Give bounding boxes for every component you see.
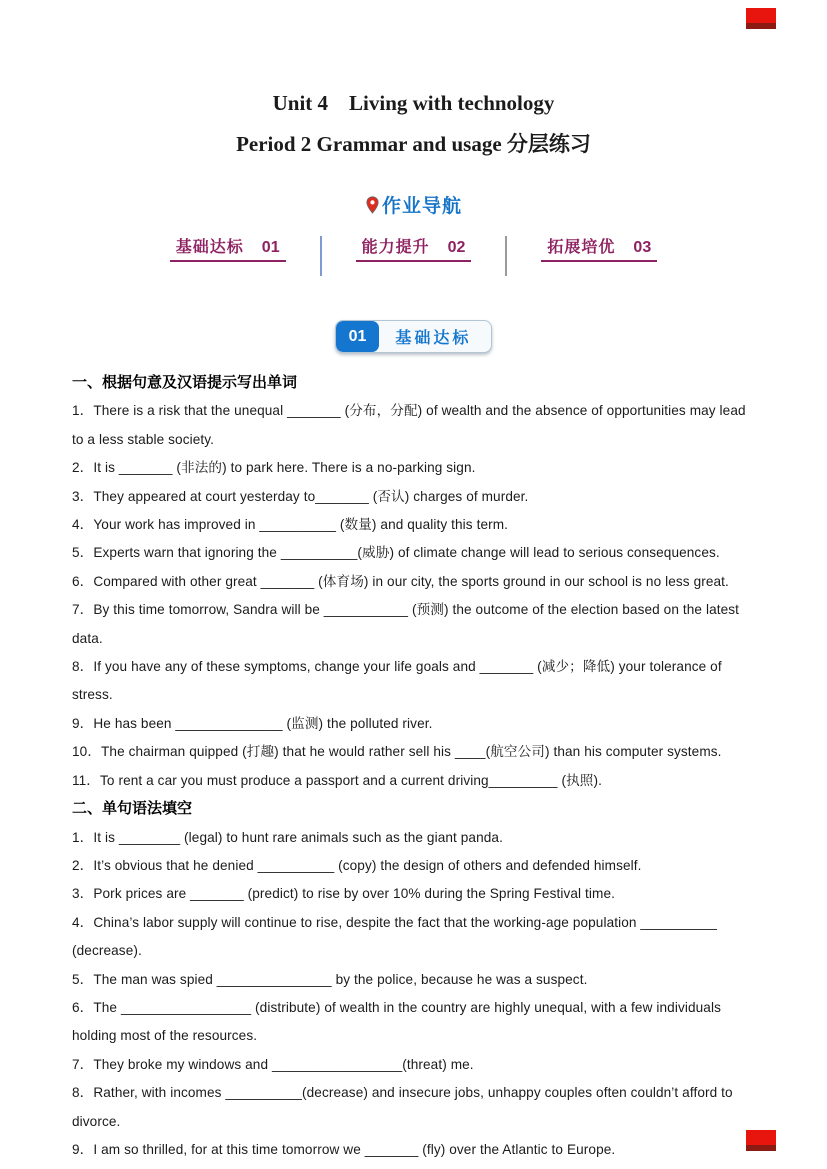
exercise-item: 11．To rent a car you must produce a passport and a current driving_________ (执照).	[72, 772, 602, 788]
red-corner-marker-top	[746, 8, 776, 29]
exercise-item: 4．Your work has improved in __________ (数量) and quality this term.	[72, 517, 509, 533]
nav-divider	[320, 236, 322, 276]
nav-link-advanced[interactable]: 拓展培优 03	[541, 234, 657, 262]
exercise-item: 1．It is ________ (legal) to hunt rare animals such as the giant panda.	[72, 829, 503, 845]
nav-divider	[505, 236, 507, 276]
section-badge-row	[72, 320, 755, 353]
section-badge	[335, 320, 493, 353]
exercise-item: 6．Compared with other great _______ (体育场) in our city, the sports ground in our school is no less great.	[72, 573, 729, 589]
location-pin-icon	[365, 199, 380, 220]
exercise-item: 2．It is _______ (非法的) to park here. There is a no-parking sign.	[72, 460, 476, 476]
exercise-item: 6．The _________________ (distribute) of wealth in the country are highly unequal, with a few individuals holding most of the resources.	[72, 999, 721, 1044]
exercise-item: 10．The chairman quipped (打趣) that he would rather sell his ____(航空公司) than his computer systems.	[72, 744, 722, 760]
homework-nav-title: 作业导航	[381, 196, 462, 217]
exercise-item: 9．He has been ______________ (监测) the polluted river.	[72, 715, 433, 731]
exercise-item: 3．Pork prices are _______ (predict) to rise by over 10% during the Spring Festival time.	[72, 886, 615, 902]
nav-link-basic[interactable]: 基础达标 01	[170, 234, 286, 262]
unit-title: Unit 4 Living with technology	[272, 91, 555, 115]
homework-nav-header	[72, 191, 755, 221]
exercise-item: 5．The man was spied _______________ by the police, because he was a suspect.	[72, 971, 588, 987]
section-badge-number: 01	[336, 321, 380, 352]
exercise-item: 8．If you have any of these symptoms, change your life goals and _______ (减少；降低) your tolerance of stress.	[72, 659, 722, 703]
section-2-heading: 二、单句语法填空	[72, 800, 193, 818]
exercise-item: 7．They broke my windows and _________________(threat) me.	[72, 1056, 474, 1072]
exercise-body	[72, 369, 755, 1164]
section-badge-label: 基础达标	[395, 330, 472, 347]
red-corner-marker-bottom	[746, 1130, 776, 1151]
exercise-item: 2．It’s obvious that he denied __________ (copy) the design of others and defended himself.	[72, 857, 642, 873]
exercise-item: 5．Experts warn that ignoring the __________(威胁) of climate change will lead to serious consequences.	[72, 545, 720, 561]
section-1-heading: 一、根据句意及汉语提示写出单词	[72, 374, 298, 391]
period-title: Period 2 Grammar and usage 分层练习	[236, 132, 591, 156]
nav-link-improve[interactable]: 能力提升 02	[356, 234, 472, 262]
exercise-item: 1．There is a risk that the unequal _______ (分布，分配) of wealth and the absence of opportunities may lead to a less stable society.	[72, 403, 746, 447]
exercise-item: 7．By this time tomorrow, Sandra will be ___________ (预测) the outcome of the election based on the latest data.	[72, 602, 740, 646]
exercise-item: 9．I am so thrilled, for at this time tomorrow we _______ (fly) over the Atlantic to Europe.	[72, 1141, 616, 1157]
nav-links-row	[72, 234, 755, 276]
exercise-item: 4．China’s labor supply will continue to rise, despite the fact that the working-age population __________ (decrease).	[72, 914, 718, 959]
exercise-item: 8．Rather, with incomes __________(decrease) and insecure jobs, unhappy couples often couldn’t afford to divorce.	[72, 1085, 733, 1129]
exercise-item: 3．They appeared at court yesterday to_______ (否认) charges of murder.	[72, 488, 529, 504]
